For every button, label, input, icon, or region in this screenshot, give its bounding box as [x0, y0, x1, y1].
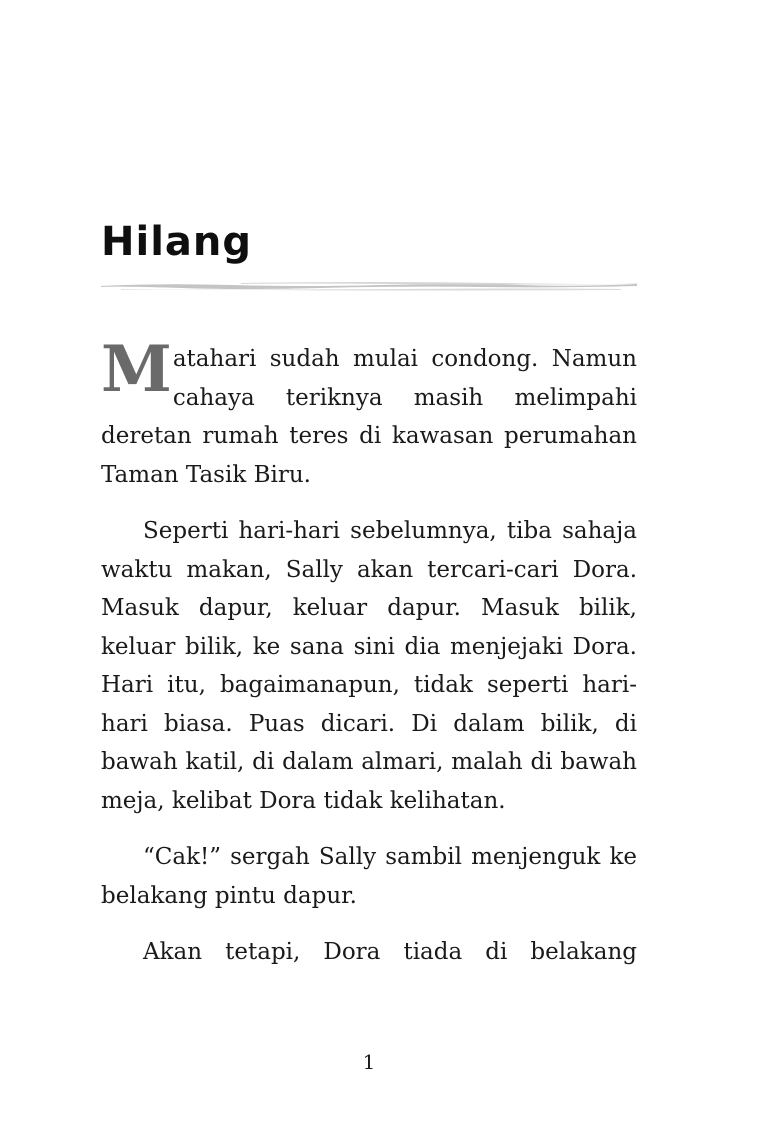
page-number: 1	[362, 1050, 376, 1074]
paragraph-1-text: atahari sudah mulai condong. Namun cahaya teriknya masih melimpahi deretan rumah teres di kawasan perumahan Taman Tasik Biru.	[101, 346, 637, 488]
chapter-body	[101, 332, 637, 990]
title-divider-rule	[101, 280, 637, 292]
drop-cap-letter: M	[101, 332, 172, 407]
paragraph-1	[101, 332, 637, 494]
paragraph-4: Akan tetapi, Dora tiada di belakang	[143, 939, 637, 965]
paragraph-2: Seperti hari-hari sebelumnya, tiba sahaja waktu makan, Sally akan tercari-cari Dora. Masuk dapur, keluar dapur. Masuk bilik, keluar bilik, ke sana sini dia menjejaki Dora. Hari itu, bagaimanapun, tidak seperti hari-hari biasa. Puas dicari. Di dalam bilik, di bawah katil, di dalam almari, malah di bawah meja, kelibat Dora tidak kelihatan.	[101, 518, 637, 814]
chapter-title: Hilang	[101, 219, 252, 265]
book-page	[101, 0, 637, 1123]
paragraph-3: “Cak!” sergah Sally sambil menjenguk ke belakang pintu dapur.	[101, 844, 637, 909]
